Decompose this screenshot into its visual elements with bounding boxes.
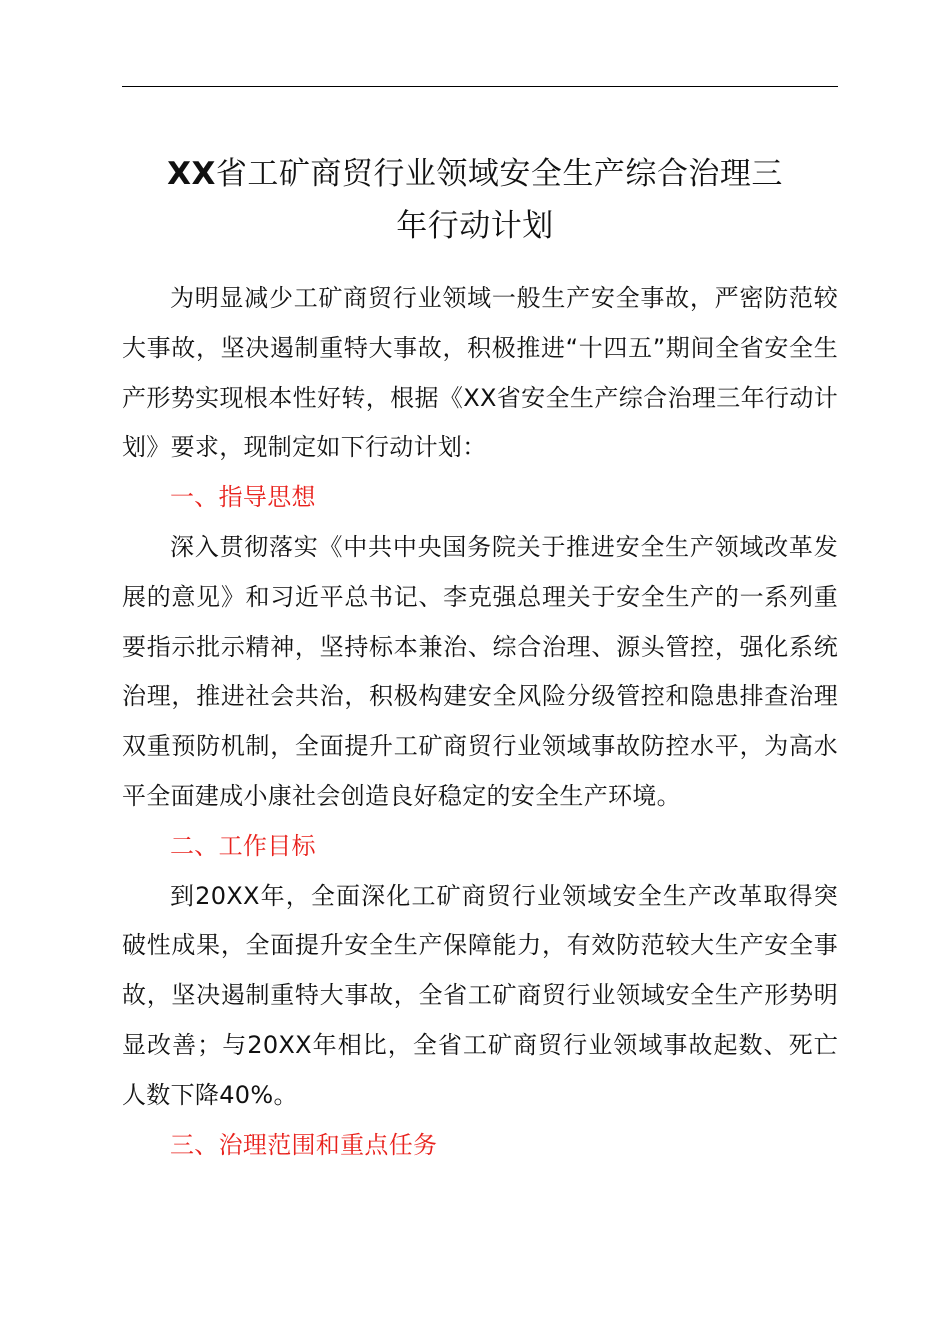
document-title [110,148,840,252]
intro-paragraph: 为明显减少工矿商贸行业领域一般生产安全事故，严密防范较大事故，坚决遏制重特大事故，积极推进“十四五”期间全省安全生产形势实现根本性好转，根据《XX省安全生产综合治理三年行动计划》要求，现制定如下行动计划： [122,284,838,462]
section-paragraph-guiding-ideology: 深入贯彻落实《中共中央国务院关于推进安全生产领域改革发展的意见》和习近平总书记、李克强总理关于安全生产的一系列重要指示批示精神，坚持标本兼治、综合治理、源头管控，强化系统治理，推进社会共治，积极构建安全风险分级管控和隐患排查治理双重预防机制，全面提升工矿商贸行业领域事故防控水平，为高水平全面建成小康社会创造良好稳定的安全生产环境。 [122,532,838,810]
title-line2: 年行动计划 [396,208,554,244]
header-rule [122,86,838,87]
section-heading-guiding-ideology: 一、指导思想 [170,483,316,512]
document-body [122,274,838,1170]
section-paragraph-work-goals: 到20XX年，全面深化工矿商贸行业领域安全生产改革取得突破性成果，全面提升安全生产保障能力，有效防范较大生产安全事故，坚决遏制重特大事故，全省工矿商贸行业领域安全生产形势明显改善；与20XX年相比，全省工矿商贸行业领域事故起数、死亡人数下降40%。 [122,881,838,1109]
title-line1: 省工矿商贸行业领域安全生产综合治理三 [215,156,783,192]
section-heading-scope-and-tasks: 三、治理范围和重点任务 [170,1130,438,1159]
section-heading-work-goals: 二、工作目标 [170,831,316,860]
title-prefix: XX [167,156,216,192]
